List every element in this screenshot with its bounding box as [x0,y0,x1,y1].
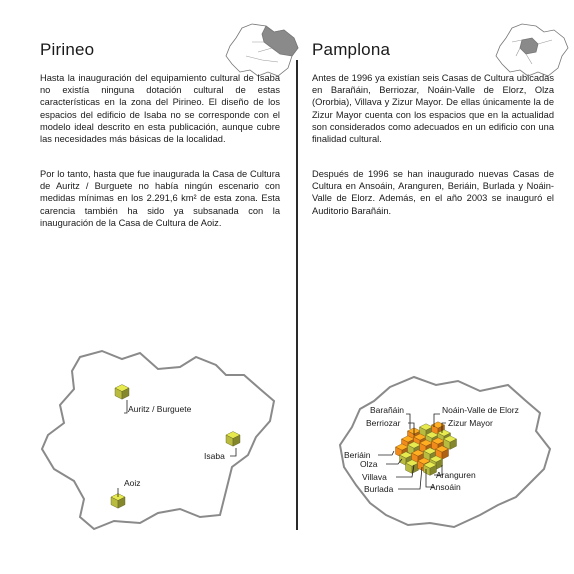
pirineo-paragraph-2: Por lo tanto, hasta que fue inaugurada la Casa de Cultura de Auritz / Burguete no había ningún escenario con medidas mínimas en los 2.291,6 km² de esta zona. Esta carencia también ha sido ya subsanada con la inauguración de la Casa de Cultura de Aoiz. [40,169,280,228]
label-aoiz: Aoiz [124,478,141,488]
label-ansoain: Ansoáin [430,482,461,492]
label-beriain: Beriáin [344,450,371,460]
navarra-locator-map-pamplona [492,22,572,78]
label-isaba: Isaba [204,451,225,461]
column-divider [296,60,298,530]
label-berriozar: Berriozar [366,418,401,428]
pamplona-title: Pamplona [312,40,391,59]
pirineo-title: Pirineo [40,40,95,59]
pirineo-map [30,345,290,545]
pamplona-paragraph-2: Después de 1996 se han inaugurado nuevas Casas de Cultura en Ansoáin, Aranguren, Beriáin, Burlada y Noáin-Valle de Elorz. Además, en el año 2003 se inauguró el Auditorio Barañáin. [312,169,554,216]
label-olza: Olza [360,459,378,469]
label-villava: Villava [362,472,387,482]
label-zizur-mayor: Zizur Mayor [448,418,493,428]
label-auritz-burguete: Auritz / Burguete [128,404,192,414]
pamplona-paragraph-1: Antes de 1996 ya existían seis Casas de Cultura ubicadas en Barañáin, Berriozar, Noáin-Valle de Elorz, Olza (Ororbia), Villava y Zizur Mayor. De ellas únicamente la de Zizur Mayor cuenta con los espacios que en la actualidad son considerados como adecuados en un edificio con una finalidad cultural. [312,73,554,145]
label-aranguren: Aranguren [436,470,476,480]
label-noain-valle-de-elorz: Noáin-Valle de Elorz [442,405,519,415]
label-baranain: Barañáin [370,405,405,415]
pirineo-paragraph-1: Hasta la inauguración del equipamiento cultural de Isaba no existía ninguna dotación cultural de estas características en la zona del Pirineo. El diseño de los espacios del edificio de Isaba no se corresponde con el modelo ideal descrito en esta publicación, aunque cubre las necesidades más básicas de la localidad. [40,73,280,145]
pamplona-map [330,365,570,545]
label-burlada: Burlada [364,484,394,494]
navarra-locator-map-pirineo [222,22,302,78]
